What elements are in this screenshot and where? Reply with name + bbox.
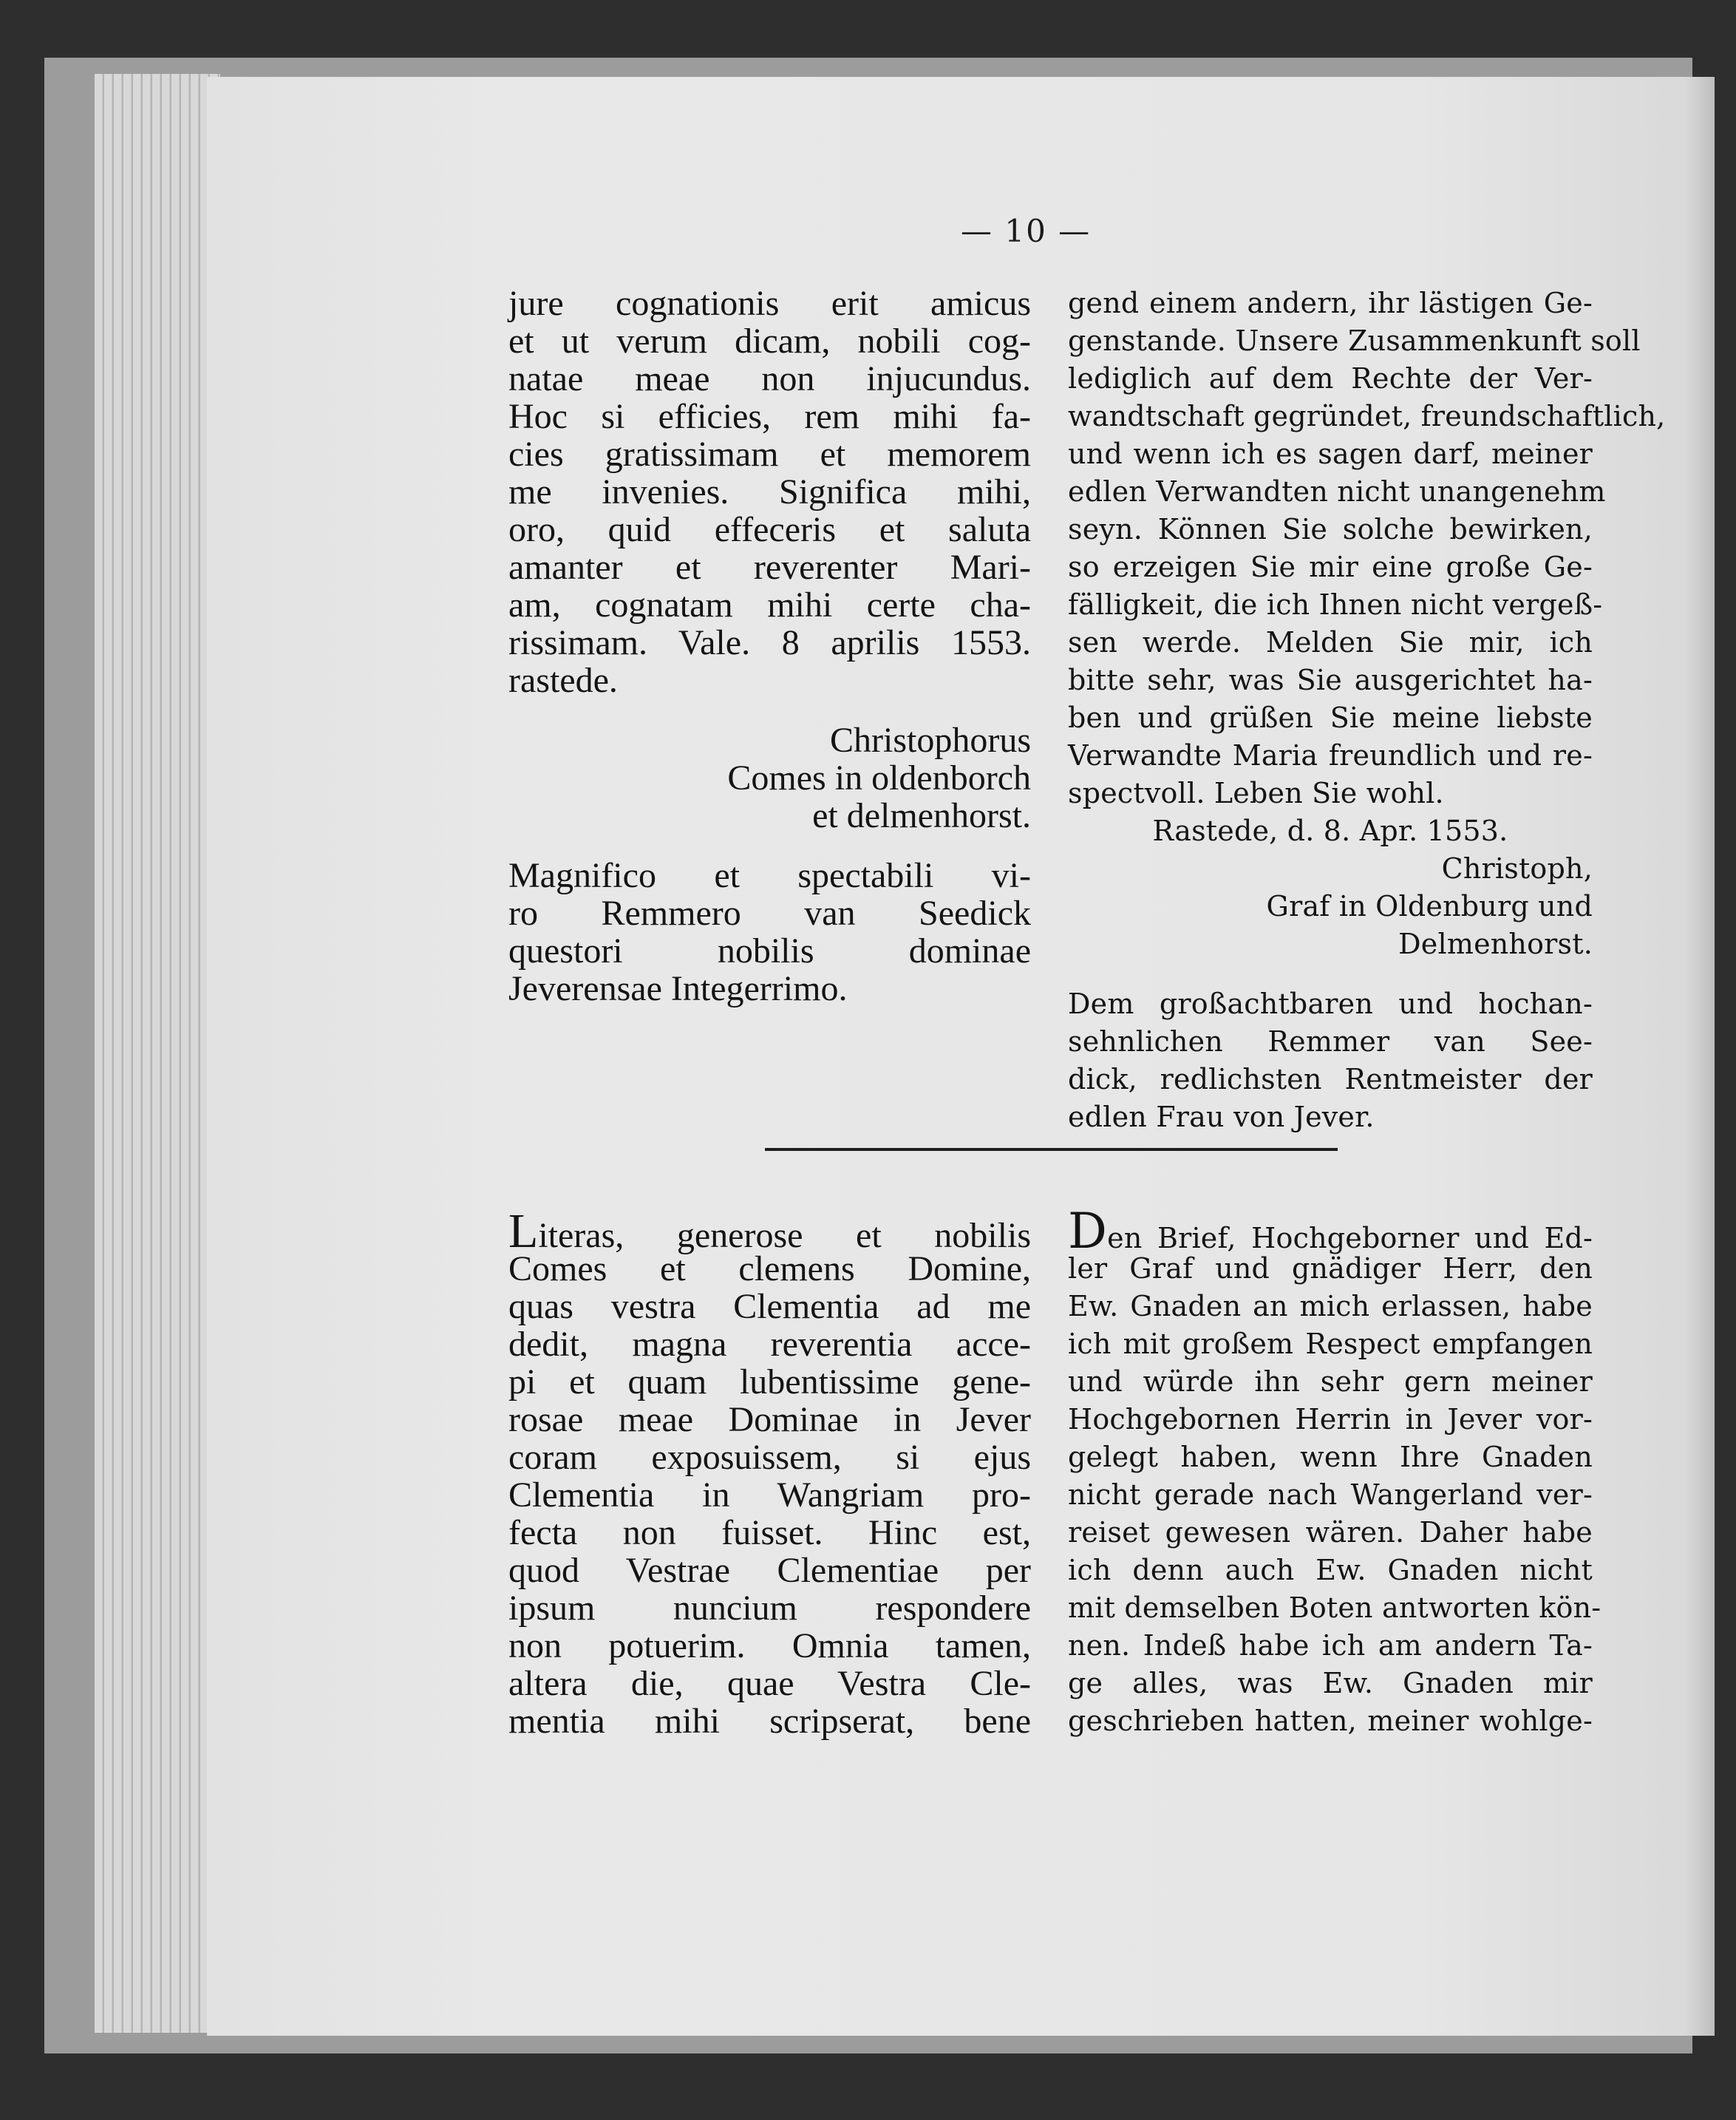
- german-text-line: spectvoll. Leben Sie wohl.: [1068, 777, 1444, 809]
- latin-text-line: Hoc si efficies, rem mihi fa-: [508, 397, 1031, 436]
- german-text-line: fälligkeit, die ich Ihnen nicht vergeß-: [1068, 588, 1603, 621]
- german-initial: D: [1068, 1203, 1108, 1260]
- german-text-line: und würde ihn sehr gern meiner: [1068, 1365, 1593, 1398]
- page-gutter-shadow: [1685, 77, 1715, 2036]
- german-date-line: Rastede, d. 8. Apr. 1553.: [1152, 815, 1508, 847]
- latin-text-line: et ut verum dicam, nobili cog-: [508, 322, 1031, 361]
- latin-text-line: mentia mihi scripserat, bene: [508, 1702, 1031, 1741]
- latin-initial: L: [508, 1204, 539, 1258]
- german-text-line: Ew. Gnaden an mich erlassen, habe: [1068, 1290, 1593, 1322]
- latin-text-line: Comes et clemens Domine,: [508, 1249, 1031, 1288]
- page-number: — 10 —: [961, 213, 1092, 249]
- latin-text-line: oro, quid effeceris et saluta: [508, 510, 1031, 549]
- page-edges: [95, 74, 220, 2033]
- latin-text-line: cies gratissimam et memorem: [508, 435, 1031, 474]
- latin-address-line: questori nobilis dominae: [508, 931, 1031, 971]
- german-address-line: sehnlichen Remmer van See-: [1068, 1025, 1593, 1058]
- latin-text-line: altera die, quae Vestra Cle-: [508, 1664, 1031, 1703]
- german-text-line: so erzeigen Sie mir eine große Ge-: [1068, 551, 1593, 583]
- german-text-line: Hochgebornen Herrin in Jever vor-: [1068, 1403, 1593, 1436]
- latin-text-line: quas vestra Clementia ad me: [508, 1287, 1031, 1326]
- german-address-line: edlen Frau von Jever.: [1068, 1101, 1375, 1133]
- latin-text-line: Clementia in Wangriam pro-: [508, 1475, 1031, 1515]
- german-text-line: Verwandte Maria freundlich und re-: [1068, 739, 1593, 772]
- german-address-line: dick, redlichsten Rentmeister der: [1068, 1063, 1593, 1095]
- latin-signature-line: Christophorus: [829, 721, 1031, 760]
- german-text-line: sen werde. Melden Sie mir, ich: [1068, 626, 1593, 659]
- german-text-line: gend einem andern, ihr lästigen Ge-: [1068, 287, 1593, 319]
- latin-text-line: jure cognationis erit amicus: [508, 284, 1031, 323]
- latin-address-line: Magnifico et spectabili vi-: [508, 856, 1031, 895]
- latin-text-line: rissimam. Vale. 8 aprilis 1553.: [508, 623, 1031, 662]
- latin-signature-line: et delmenhorst.: [812, 796, 1031, 835]
- german-text-line: ich mit großem Respect empfangen: [1068, 1328, 1593, 1360]
- latin-first-line: [508, 1204, 1031, 1258]
- upper-german-column: [1068, 285, 1666, 1136]
- latin-first-line-text: iteras, generose et nobilis: [538, 1216, 1031, 1255]
- german-text-line: edlen Verwandten nicht unangenehm: [1068, 475, 1606, 508]
- latin-text-line: dedit, magna reverentia acce-: [508, 1325, 1031, 1364]
- latin-text-line: fecta non fuisset. Hinc est,: [508, 1513, 1031, 1552]
- german-text-line: wandtschaft gegründet, freundschaftlich,: [1068, 400, 1666, 432]
- latin-address-line: Jeverensae Integerrimo.: [508, 969, 848, 1008]
- german-text-line: nicht gerade nach Wangerland ver-: [1068, 1478, 1593, 1511]
- latin-text-line: rastede.: [508, 661, 618, 700]
- german-signature-line: Graf in Oldenburg und: [1266, 890, 1593, 923]
- german-text-line: reiset gewesen wären. Daher habe: [1068, 1516, 1593, 1549]
- section-divider-rule: [765, 1148, 1338, 1151]
- latin-text-line: ipsum nuncium respondere: [508, 1589, 1031, 1628]
- german-signature-line: Delmenhorst.: [1398, 928, 1593, 960]
- german-text-line: ben und grüßen Sie meine liebste: [1068, 701, 1593, 734]
- german-text-line: mit demselben Boten antworten kön-: [1068, 1591, 1601, 1624]
- latin-text-line: me invenies. Significa mihi,: [508, 472, 1031, 512]
- latin-text-line: natae meae non injucundus.: [508, 359, 1031, 398]
- german-text-line: und wenn ich es sagen darf, meiner: [1068, 438, 1593, 470]
- german-text-line: genstande. Unsere Zusammenkunft soll: [1068, 325, 1641, 357]
- lower-latin-column: [508, 1204, 1031, 1741]
- german-text-line: geschrieben hatten, meiner wohlge-: [1068, 1705, 1593, 1737]
- german-text-line: nen. Indeß habe ich am andern Ta-: [1068, 1629, 1593, 1662]
- german-first-line-text: en Brief, Hochgeborner und Ed-: [1107, 1222, 1593, 1254]
- german-text-line: gelegt haben, wenn Ihre Gnaden: [1068, 1441, 1593, 1473]
- latin-signature-line: Comes in oldenborch: [727, 758, 1031, 798]
- latin-text-line: rosae meae Dominae in Jever: [508, 1400, 1031, 1439]
- latin-text-line: non potuerim. Omnia tamen,: [508, 1626, 1031, 1665]
- upper-latin-column: [508, 285, 1031, 1008]
- latin-address-line: ro Remmero van Seedick: [508, 894, 1031, 933]
- lower-german-column: [1068, 1203, 1601, 1740]
- german-signature-line: Christoph,: [1441, 852, 1593, 885]
- german-text-line: ge alles, was Ew. Gnaden mir: [1068, 1667, 1593, 1699]
- german-text-line: bitte sehr, was Sie ausgerichtet ha-: [1068, 664, 1593, 696]
- german-text-line: ler Graf und gnädiger Herr, den: [1068, 1252, 1593, 1285]
- latin-text-line: pi et quam lubentissime gene-: [508, 1362, 1031, 1402]
- german-address-line: Dem großachtbaren und hochan-: [1068, 988, 1593, 1020]
- latin-text-line: quod Vestrae Clementiae per: [508, 1551, 1031, 1590]
- german-first-line: [1068, 1203, 1593, 1260]
- german-text-line: seyn. Können Sie solche bewirken,: [1068, 513, 1593, 546]
- latin-text-line: am, cognatam mihi certe cha-: [508, 585, 1031, 625]
- german-text-line: ich denn auch Ew. Gnaden nicht: [1068, 1554, 1593, 1586]
- latin-text-line: coram exposuissem, si ejus: [508, 1438, 1031, 1477]
- latin-text-line: amanter et reverenter Mari-: [508, 548, 1031, 587]
- german-text-line: lediglich auf dem Rechte der Ver-: [1068, 362, 1593, 395]
